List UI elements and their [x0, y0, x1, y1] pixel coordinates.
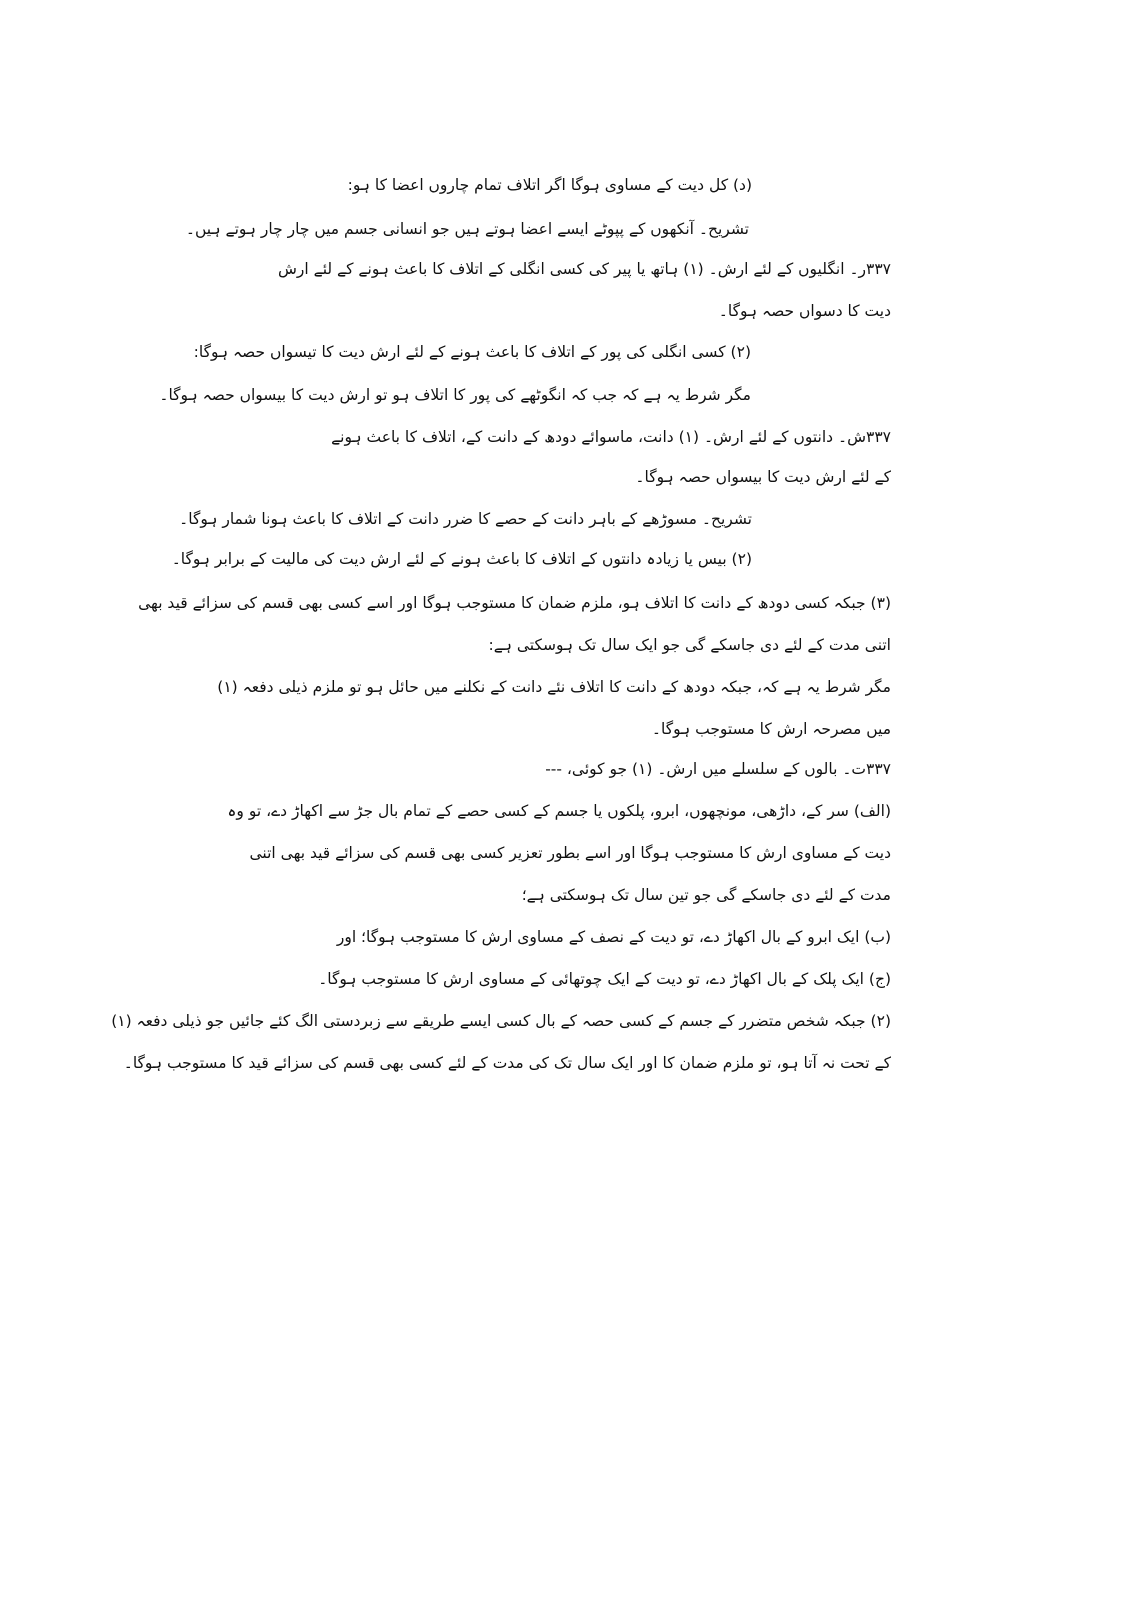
explanation-eyelids: تشریح۔ آنکھوں کے پپوٹے ایسے اعضا ہوتے ہیں جو انسانی جسم میں چار چار ہوتے ہیں۔ — [185, 220, 749, 238]
section-337t-heading-line: ۳۳۷ت۔ بالوں کے سلسلے میں ارش۔ (۱) جو کوئی، --- — [545, 760, 891, 778]
proviso-thumb-joint: مگر شرط یہ ہے کہ جب کہ انگوٹھے کی پور کا اتلاف ہو تو ارش دیت کا بیسواں حصہ ہوگا۔ — [159, 386, 751, 404]
section-337r-continuation: دیت کا دسواں حصہ ہوگا۔ — [718, 302, 891, 320]
clause-2-finger-joint: (۲) کسی انگلی کی پور کے اتلاف کا باعث ہونے کے لئے ارش دیت کا تیسواں حصہ ہوگا: — [193, 343, 751, 361]
clause-be-eyebrow: (ب) ایک ابرو کے بال اکھاڑ دے، تو دیت کے نصف کے مساوی ارش کا مستوجب ہوگا؛ اور — [336, 928, 891, 946]
clause-3-milk-tooth: (۳) جبکہ کسی دودھ کے دانت کا اتلاف ہو، ملزم ضمان کا مستوجب ہوگا اور اسے کسی بھی قسم کی سزائے قید بھی — [138, 594, 891, 612]
clause-d-full-diyat: (د) کل دیت کے مساوی ہوگا اگر اتلاف تمام چاروں اعضا کا ہو: — [347, 176, 752, 194]
proviso-new-tooth: مگر شرط یہ ہے کہ، جبکہ دودھ کے دانت کا اتلاف نئے دانت کے نکلنے میں حائل ہو تو ملزم ذیلی دفعہ (۱) — [217, 678, 891, 696]
section-337r-heading-line: ۳۳۷ر۔ انگلیوں کے لئے ارش۔ (۱) ہاتھ یا پیر کی کسی انگلی کے اتلاف کا باعث ہونے کے لئے ارش — [277, 260, 891, 278]
section-337s-continuation: کے لئے ارش دیت کا بیسواں حصہ ہوگا۔ — [635, 468, 891, 486]
clause-3-continuation: اتنی مدت کے لئے دی جاسکے گی جو ایک سال تک ہوسکتی ہے: — [488, 636, 891, 654]
clause-2-twenty-teeth: (۲) بیس یا زیادہ دانتوں کے اتلاف کا باعث ہونے کے لئے ارش دیت کی مالیت کے برابر ہوگا۔ — [171, 550, 752, 568]
clause-alif-hair: (الف) سر کے، داڑھی، مونچھوں، ابرو، پلکوں یا جسم کے کسی حصے کے تمام بال جڑ سے اکھاڑ دے، تو وہ — [227, 802, 891, 820]
clause-jeem-eyelash: (ج) ایک پلک کے بال اکھاڑ دے، تو دیت کے ایک چوتھائی کے مساوی ارش کا مستوجب ہوگا۔ — [318, 970, 891, 988]
clause-alif-continuation-1: دیت کے مساوی ارش کا مستوجب ہوگا اور اسے بطور تعزیر کسی بھی قسم کی سزائے قید بھی اتنی — [249, 844, 891, 862]
section-337s-heading-line: ۳۳۷ش۔ دانتوں کے لئے ارش۔ (۱) دانت، ماسوائے دودھ کے دانت کے، اتلاف کا باعث ہونے — [331, 428, 891, 446]
clause-2-continuation: کے تحت نہ آتا ہو، تو ملزم ضمان کا اور ایک سال تک کی مدت کے لئے کسی بھی قسم کی سزائے قید کا مستوجب ہوگا۔ — [123, 1054, 891, 1072]
clause-2-forced-hair-removal: (۲) جبکہ شخص متضرر کے جسم کے کسی حصہ کے بال کسی ایسے طریقے سے زبردستی الگ کئے جائیں جو ذیلی دفعہ (۱) — [111, 1012, 891, 1030]
proviso-continuation: میں مصرحہ ارش کا مستوجب ہوگا۔ — [651, 720, 891, 738]
clause-alif-continuation-2: مدت کے لئے دی جاسکے گی جو تین سال تک ہوسکتی ہے؛ — [521, 886, 891, 904]
explanation-gums: تشریح۔ مسوڑھے کے باہر دانت کے حصے کا ضرر دانت کے اتلاف کا باعث ہونا شمار ہوگا۔ — [179, 510, 752, 528]
